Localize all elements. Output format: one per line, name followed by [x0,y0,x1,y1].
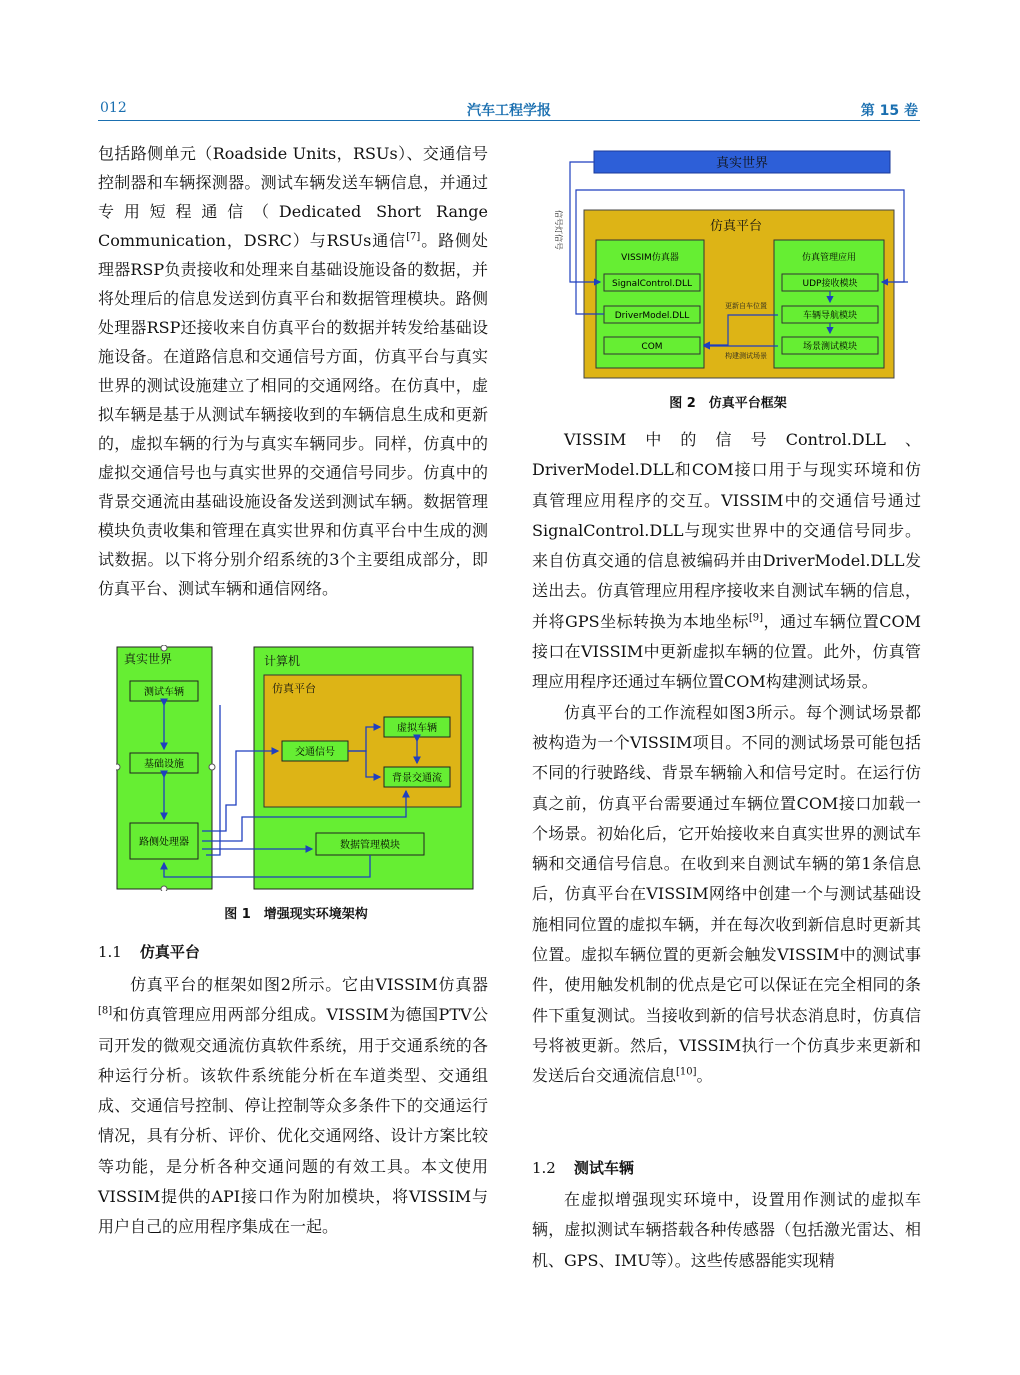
journal-title: 汽车工程学报 [467,103,551,119]
fig1-real-world-label: 真实世界 [124,652,173,666]
section-1-1-number: 1.1 [98,943,122,961]
page-number: 012 [100,100,127,116]
section-1-1-title: 仿真平台 [139,943,200,961]
fig2-driver-model: DriverModel.DLL [614,311,690,321]
fig2-udp-module: UDP接收模块 [802,279,858,289]
fig2-signal-side-label: 信号灯信号 [554,210,563,250]
figure-1-diagram [116,645,476,891]
fig2-build-scenario-label: 构建测试场景 [725,352,767,360]
fig1-traffic-signal: 交通信号 [295,747,335,758]
fig1-virtual-vehicle: 虚拟车辆 [397,723,437,734]
right-column-text [532,425,921,1092]
reference-10: [10] [676,1066,697,1078]
figure-2-caption: 图 2 仿真平台框架 [669,396,787,411]
fig1-computer-label: 计算机 [264,654,301,668]
fig1-roadside-processor: 路侧处理器 [139,837,189,848]
left-column-text-2 [98,970,488,1243]
left-column-text [98,139,488,603]
fig1-background-traffic: 背景交通流 [392,773,442,784]
figure-2-diagram [548,150,908,382]
section-1-2-title: 测试车辆 [573,1159,634,1177]
paragraph-3: VISSIM中的信号Control.DLL、DriverModel.DLL和COM接口用于与现实环境和仿真管理应用程序的交互。VISSIM中的交通信号通过SignalControl.DLL与现实世界中的交通信号同步。来自仿真交通的信息被编码并由DriverModel.DLL发送出去。仿真管理应用程序接收来自测试车辆的信息，并将GPS坐标转换为本地坐标[9]，通过车辆位置COM接口在VISSIM中更新虚拟车辆的位置。此外，仿真管理应用程序还通过车辆位置COM构建测试场景。 [532,430,921,692]
section-1-1-heading [98,941,200,962]
section-1-2-number: 1.2 [532,1159,556,1177]
fig2-real-world: 真实世界 [715,156,769,171]
fig2-vehicle-nav: 车辆导航模块 [802,311,858,321]
fig2-com: COM [641,342,663,352]
fig2-sim-mgmt-label: 仿真管理应用 [801,253,857,263]
fig2-update-position-label: 更新自车位置 [725,302,767,310]
reference-9: [9] [748,612,764,624]
paragraph-1: 包括路侧单元（Roadside Units，RSUs）、交通信号控制器和车辆探测器。测试车辆发送车辆信息，并通过专用短程通信（Dedicated Short Range Communication，DSRC）与RSUs通信[7]。路侧处理器RSP负责接收和处理来自基础设施设备的数据，并将处理后的信息发送到仿真平台和数据管理模块。路侧处理器RSP还接收来自仿真平台的数据并转发给基础设施设备。在道路信息和交通信号方面，仿真平台与真实世界的测试设施建立了相同的交通网络。在仿真中，虚拟车辆是基于从测试车辆接收到的车辆信息生成和更新的，虚拟车辆的行为与真实车辆同步。同样，仿真中的虚拟交通信号也与真实世界的交通信号同步。仿真中的背景交通流由基础设施设备发送到测试车辆。数据管理模块负责收集和管理在真实世界和仿真平台中生成的测试数据。以下将分别介绍系统的3个主要组成部分，即仿真平台、测试车辆和通信网络。 [98,144,488,598]
figure-1-caption: 图 1 增强现实环境架构 [224,907,368,922]
fig1-sim-platform-label: 仿真平台 [272,682,316,695]
right-column-text-2 [532,1185,921,1276]
fig2-sim-platform: 仿真平台 [709,219,763,234]
page-header [98,98,920,121]
paragraph-4: 仿真平台的工作流程如图3所示。每个测试场景都被构造为一个VISSIM项目。不同的测试场景可能包括不同的行驶路线、背景车辆输入和信号定时。在运行仿真之前，仿真平台需要通过车辆位置COM接口加载一个场景。初始化后，它开始接收来自真实世界的测试车辆和交通信号信息。在收到来自测试车辆的第1条信息后，仿真平台在VISSIM网络中创建一个与测试基础设施相同位置的虚拟车辆，并在每次收到新信息时更新其位置。虚拟车辆位置的更新会触发VISSIM中的测试事件，使用触发机制的优点是它可以保证在完全相同的条件下重复测试。当接收到新的信号状态消息时，仿真信号将被更新。然后，VISSIM执行一个仿真步来更新和发送后台交通流信息[10]。 [532,702,921,1086]
section-1-2-heading [532,1157,634,1178]
paragraph-5: 在虚拟增强现实环境中，设置用作测试的虚拟车辆，虚拟测试车辆搭载各种传感器（包括激光雷达、相机、GPS、IMU等）。这些传感器能实现精 [532,1190,921,1270]
fig1-test-vehicle: 测试车辆 [144,687,184,698]
fig2-vissim-label: VISSIM仿真器 [621,253,679,263]
fig2-scenario-module: 场景测试模块 [802,342,858,352]
reference-7: [7] [406,231,421,243]
fig1-data-management: 数据管理模块 [340,840,400,851]
reference-8: [8] [98,1005,113,1017]
fig2-signal-control: SignalControl.DLL [612,279,692,289]
volume-label: 第 15 卷 [860,103,918,119]
paragraph-2: 仿真平台的框架如图2所示。它由VISSIM仿真器[8]和仿真管理应用两部分组成。VISSIM为德国PTV公司开发的微观交通流仿真软件系统，用于交通系统的各种运行分析。该软件系统能分析在车道类型、交通组成、交通信号控制、停让控制等众多条件下的交通运行情况，具有分析、评价、优化交通网络、设计方案比较等功能，是分析各种交通问题的有效工具。本文使用VISSIM提供的API接口作为附加模块，将VISSIM与用户自己的应用程序集成在一起。 [98,975,488,1237]
fig1-infrastructure: 基础设施 [144,759,184,770]
